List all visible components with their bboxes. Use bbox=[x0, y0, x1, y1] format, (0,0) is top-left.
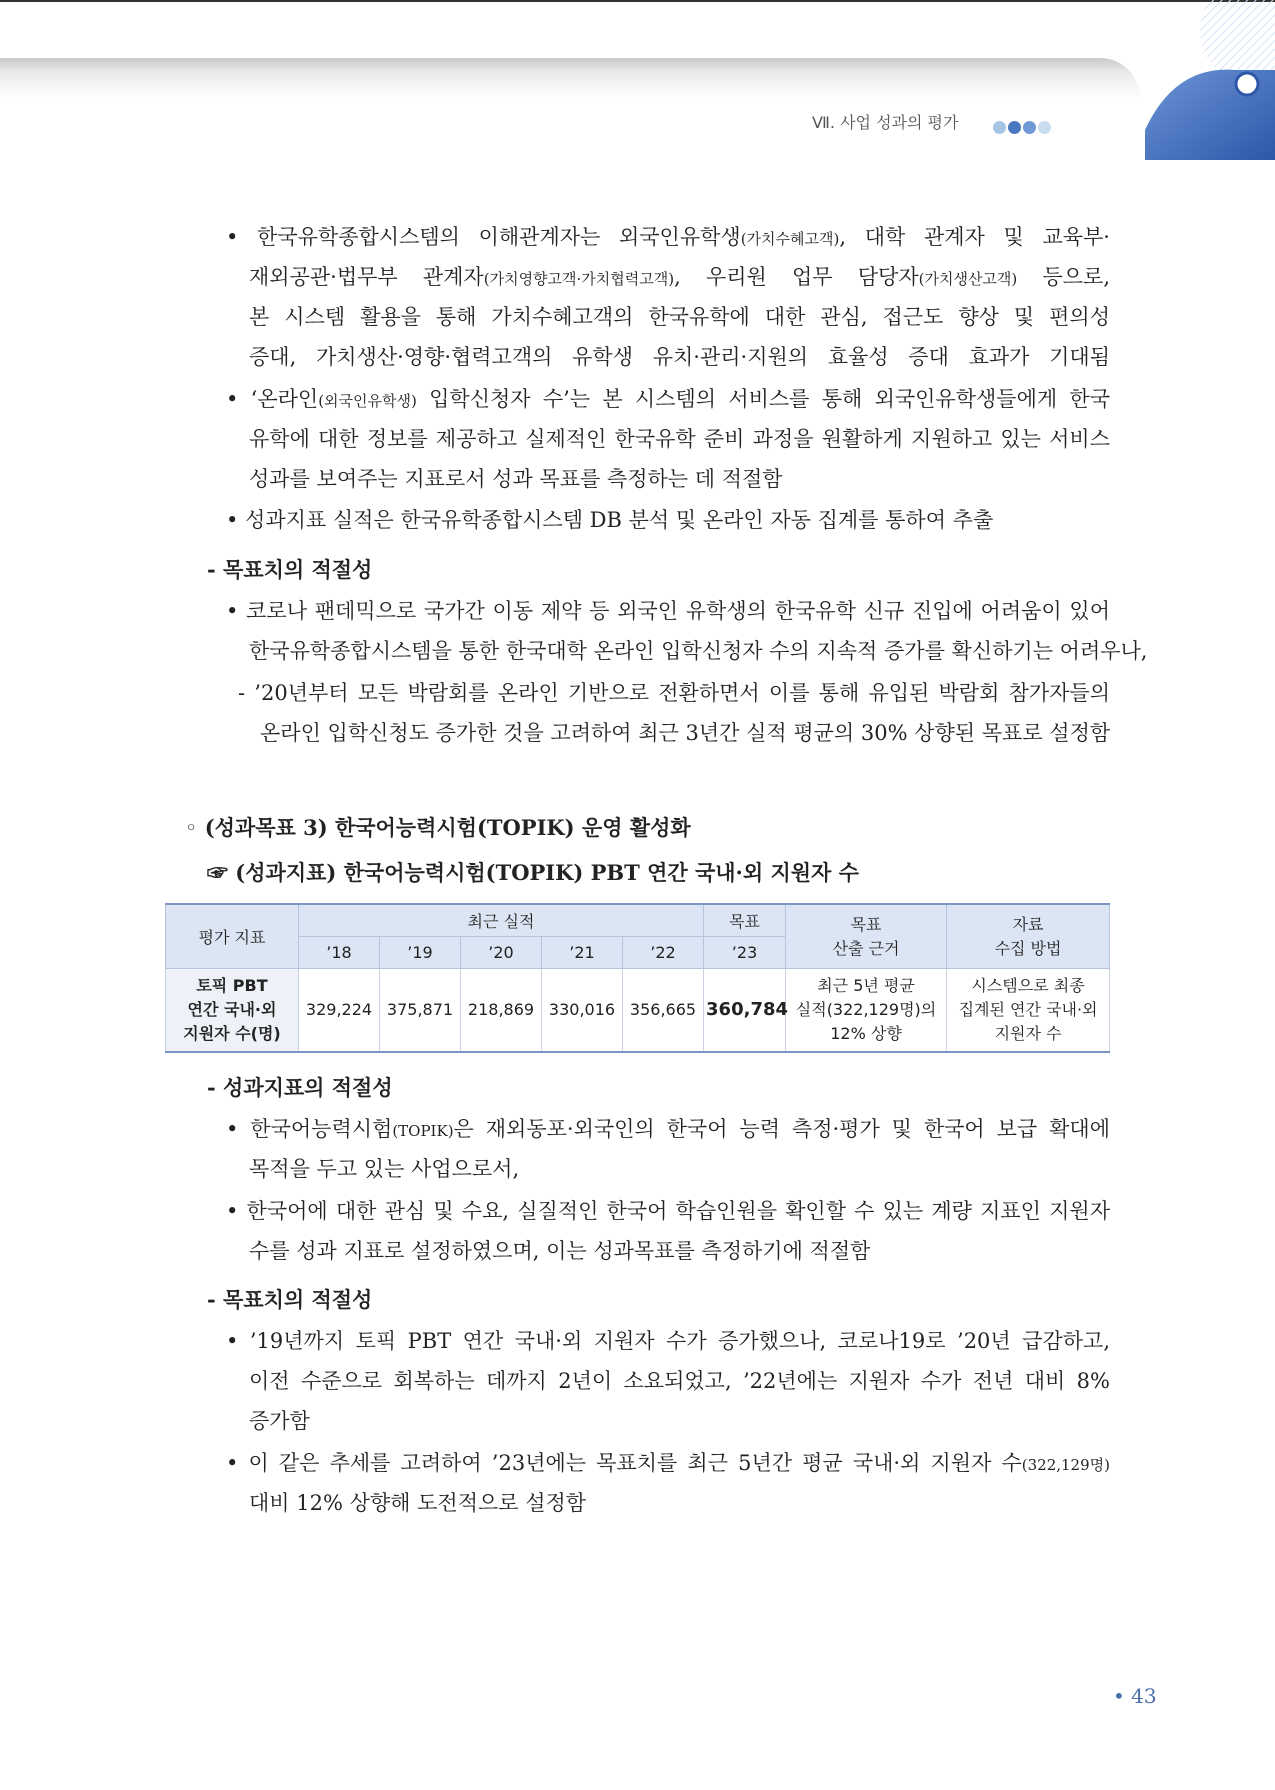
performance-table bbox=[165, 903, 1110, 1053]
text-run: 재외공관·법무부 관계자 bbox=[249, 265, 484, 289]
text-run: 은 재외동포·외국인의 한국어 능력 측정·평가 및 한국어 보급 확대에 bbox=[453, 1117, 1110, 1141]
paragraph-line: 유학에 대한 정보를 제공하고 실제적인 한국유학 준비 과정을 원활하게 지원하고 있는 서비스 bbox=[249, 427, 1110, 451]
paragraph-line: 목적을 두고 있는 사업으로서, bbox=[249, 1157, 520, 1181]
text-run: • 한국어능력시험 bbox=[226, 1117, 393, 1141]
paragraph-line bbox=[249, 262, 1110, 294]
text-run: • ‘온라인 bbox=[226, 387, 319, 411]
paragraph-line: 성과를 보여주는 지표로서 성과 목표를 측정하는 데 적절함 bbox=[249, 467, 783, 491]
progress-dot bbox=[993, 121, 1006, 134]
progress-dot bbox=[1008, 121, 1021, 134]
text-run: • 한국유학종합시스템의 이해관계자는 외국인유학생 bbox=[226, 225, 741, 249]
section-heading: - 성과지표의 적절성 bbox=[207, 1075, 393, 1100]
text-run: , 우리원 업무 담당자 bbox=[674, 265, 919, 289]
paragraph-line: 수를 성과 지표로 설정하였으며, 이는 성과목표를 측정하기에 적절함 bbox=[249, 1239, 871, 1263]
header-basis: 목표 산출 근거 bbox=[786, 904, 947, 969]
value-cell: 356,665 bbox=[623, 969, 704, 1053]
basis-cell: 최근 5년 평균 실적(322,129명)의 12% 상향 bbox=[786, 969, 947, 1053]
header-method: 자료 수집 방법 bbox=[947, 904, 1110, 969]
paragraph-line: 증가함 bbox=[249, 1409, 310, 1433]
text-run: • 이 같은 추세를 고려하여 ’23년에는 목표치를 최근 5년간 평균 국내·외 지원자 수 bbox=[226, 1451, 1022, 1475]
text-run-small: (가치수혜고객) bbox=[740, 230, 840, 248]
header-indicator: 평가 지표 bbox=[166, 904, 299, 969]
text-run-small: (가치영향고객·가치협력고객) bbox=[483, 270, 675, 288]
top-border bbox=[0, 0, 1275, 2]
chapter-title: Ⅶ. 사업 성과의 평가 bbox=[812, 113, 959, 132]
paragraph-line: - ’20년부터 모든 박람회를 온라인 기반으로 전환하면서 이를 통해 유입된 박람회 참가자들의 bbox=[238, 681, 1110, 705]
year-header: ’19 bbox=[380, 937, 461, 969]
paragraph-line bbox=[226, 1448, 1110, 1480]
paragraph-line: 대비 12% 상향해 도전적으로 설정함 bbox=[249, 1491, 587, 1515]
indicator-heading: ☞ (성과지표) 한국어능력시험(TOPIK) PBT 연간 국내·외 지원자 수 bbox=[207, 860, 859, 885]
value-cell: 218,869 bbox=[461, 969, 542, 1053]
year-header: ’22 bbox=[623, 937, 704, 969]
year-header: ’21 bbox=[542, 937, 623, 969]
paragraph-line bbox=[226, 1114, 1110, 1146]
paragraph-line: 온라인 입학신청도 증가한 것을 고려하여 최근 3년간 실적 평균의 30% 상향된 목표로 설정함 bbox=[260, 721, 1111, 745]
paragraph-line: 한국유학종합시스템을 통한 한국대학 온라인 입학신청자 수의 지속적 증가를 확신하기는 어려우나, bbox=[249, 639, 1148, 663]
page-number: • 43 bbox=[1113, 1684, 1157, 1708]
text-run-small: (322,129명) bbox=[1021, 1456, 1110, 1474]
target-value-cell: 360,784 bbox=[704, 969, 786, 1053]
corner-decoration bbox=[1145, 0, 1275, 160]
value-cell: 375,871 bbox=[380, 969, 461, 1053]
text-run-small: (외국인유학생) bbox=[318, 392, 417, 410]
paragraph-line: • 코로나 팬데믹으로 국가간 이동 제약 등 외국인 유학생의 한국유학 신규 진입에 어려움이 있어 bbox=[226, 599, 1110, 623]
goal-heading: ◦ (성과목표 3) 한국어능력시험(TOPIK) 운영 활성화 bbox=[185, 815, 691, 840]
paragraph-line: 이전 수준으로 회복하는 데까지 2년이 소요되었고, ’22년에는 지원자 수가 전년 대비 8% bbox=[249, 1369, 1110, 1393]
text-run-small: (TOPIK) bbox=[392, 1122, 454, 1140]
text-run: 등으로, bbox=[1017, 265, 1110, 289]
progress-dot bbox=[1038, 121, 1051, 134]
paragraph-line: • 한국어에 대한 관심 및 수요, 실질적인 한국어 학습인원을 확인할 수 있는 계량 지표인 지원자 bbox=[226, 1199, 1110, 1223]
progress-dot bbox=[1023, 121, 1036, 134]
section-heading: - 목표치의 적절성 bbox=[207, 557, 373, 582]
text-run: , 대학 관계자 및 교육부· bbox=[839, 225, 1110, 249]
paragraph-line: 본 시스템 활용을 통해 가치수혜고객의 한국유학에 대한 관심, 접근도 향상 및 편의성 bbox=[249, 305, 1110, 329]
text-run-small: (가치생산고객) bbox=[918, 270, 1018, 288]
paragraph-line: • ’19년까지 토픽 PBT 연간 국내·외 지원자 수가 증가했으나, 코로나19로 ’20년 급감하고, bbox=[226, 1329, 1110, 1353]
paragraph-line bbox=[226, 384, 1110, 416]
paragraph-line bbox=[226, 222, 1110, 254]
year-header: ’18 bbox=[299, 937, 380, 969]
year-header: ’20 bbox=[461, 937, 542, 969]
value-cell: 329,224 bbox=[299, 969, 380, 1053]
paragraph-line: • 성과지표 실적은 한국유학종합시스템 DB 분석 및 온라인 자동 집계를 통하여 추출 bbox=[226, 508, 994, 532]
paragraph-line: 증대, 가치생산·영향·협력고객의 유학생 유치·관리·지원의 효율성 증대 효과가 기대됨 bbox=[249, 345, 1110, 369]
value-cell: 330,016 bbox=[542, 969, 623, 1053]
row-label: 토픽 PBT 연간 국내·외 지원자 수(명) bbox=[166, 969, 299, 1053]
header-target: 목표 bbox=[704, 904, 786, 937]
chapter-progress-dots bbox=[993, 119, 1053, 133]
header-shadow-band bbox=[0, 58, 1140, 98]
method-cell: 시스템으로 최종 집계된 연간 국내·외 지원자 수 bbox=[947, 969, 1110, 1053]
text-run: 입학신청자 수’는 본 시스템의 서비스를 통해 외국인유학생들에게 한국 bbox=[416, 387, 1110, 411]
target-year-header: ’23 bbox=[704, 937, 786, 969]
section-heading: - 목표치의 적절성 bbox=[207, 1287, 373, 1312]
header-recent: 최근 실적 bbox=[299, 904, 704, 937]
